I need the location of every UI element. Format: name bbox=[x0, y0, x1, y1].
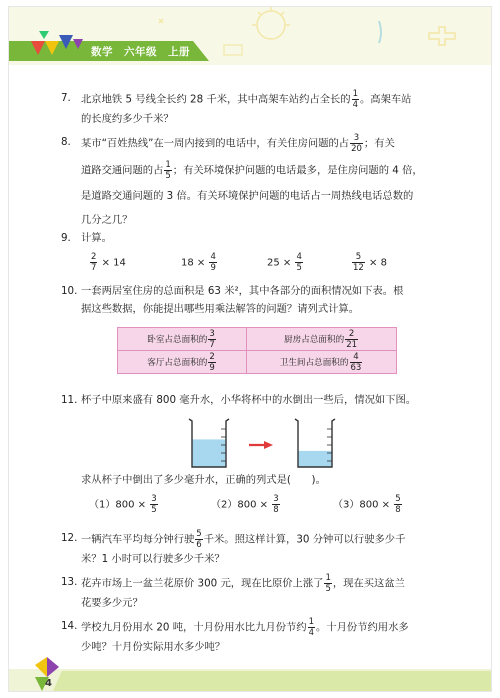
denominator: 5 bbox=[165, 171, 171, 181]
denominator: 4 bbox=[352, 100, 358, 110]
text: 客厅占总面积的 bbox=[147, 357, 208, 368]
question-line bbox=[81, 594, 461, 612]
option-1[interactable] bbox=[89, 494, 159, 515]
numerator: 1 bbox=[352, 89, 358, 99]
denominator: 5 bbox=[151, 505, 157, 515]
numerator: 3 bbox=[350, 133, 363, 144]
table-cell bbox=[118, 328, 247, 351]
text: 25 × bbox=[267, 257, 292, 269]
question-line bbox=[81, 110, 461, 128]
text: ；有关环境保护问题的电话最多，是住房问题的 4 倍， bbox=[172, 164, 423, 177]
numerator: 5 bbox=[196, 529, 202, 539]
question-number: 7. bbox=[61, 92, 71, 104]
question-line bbox=[81, 211, 461, 229]
question-line bbox=[81, 617, 461, 638]
table-cell bbox=[247, 328, 397, 351]
denominator: 21 bbox=[346, 339, 358, 350]
question-line bbox=[81, 638, 461, 656]
text: 花要多少元？ bbox=[81, 597, 143, 609]
calc-item bbox=[267, 252, 304, 273]
table-row bbox=[118, 328, 397, 351]
text: 米？1 小时可以行驶多少千米？ bbox=[81, 553, 225, 565]
numerator: 1 bbox=[165, 160, 171, 170]
area-table bbox=[117, 327, 397, 374]
denominator: 63 bbox=[350, 362, 362, 373]
text: （2）800 × bbox=[211, 499, 269, 511]
question-line bbox=[81, 300, 461, 318]
fraction bbox=[195, 529, 202, 550]
numerator: 4 bbox=[210, 252, 216, 262]
text: 求从杯子中倒出了多少毫升水，正确的列式是( )。 bbox=[81, 474, 326, 486]
fraction bbox=[164, 160, 171, 181]
question-line bbox=[81, 133, 461, 154]
text: 一套两居室住房的总面积是 63 米²，其中各部分的面积情况如下表。根 bbox=[81, 285, 404, 297]
text: × 8 bbox=[369, 257, 387, 269]
numerator: 4 bbox=[296, 252, 302, 262]
denominator: 7 bbox=[209, 339, 215, 350]
fraction bbox=[209, 252, 216, 273]
question-8 bbox=[61, 133, 461, 229]
text: 千米。照这样计算，30 分钟可以行驶多少千 bbox=[203, 533, 406, 546]
numerator: 5 bbox=[395, 494, 401, 504]
numerator: 3 bbox=[151, 494, 157, 504]
beaker-after bbox=[291, 415, 341, 471]
text: 。高架车站 bbox=[360, 93, 412, 106]
question-number: 13. bbox=[61, 576, 78, 588]
text: 18 × bbox=[181, 257, 206, 269]
fraction bbox=[150, 494, 157, 515]
text: 道路交通问题的占 bbox=[81, 164, 164, 177]
fraction bbox=[90, 252, 97, 273]
fraction bbox=[208, 352, 215, 373]
text: 花卉市场上一盆兰花原价 300 元，现在比原价上涨了 bbox=[81, 577, 324, 590]
denominator: 8 bbox=[273, 505, 279, 515]
denominator: 5 bbox=[296, 263, 302, 273]
denominator: 9 bbox=[210, 263, 216, 273]
question-number: 14. bbox=[61, 620, 78, 632]
numerator: 4 bbox=[350, 352, 363, 363]
denominator: 6 bbox=[196, 540, 202, 550]
question-11 bbox=[61, 391, 461, 409]
question-10 bbox=[61, 282, 461, 318]
arrow-icon bbox=[249, 441, 273, 449]
denominator: 12 bbox=[353, 263, 364, 273]
numerator: 1 bbox=[308, 617, 315, 627]
text: 是道路交通问题的 3 倍。有关环境保护问题的电话占一周热线电话总数的 bbox=[81, 190, 414, 202]
text: （1）800 × bbox=[89, 499, 147, 511]
question-14 bbox=[61, 617, 461, 656]
footer-stripe bbox=[53, 671, 492, 691]
question-number: 12. bbox=[61, 532, 78, 544]
fraction bbox=[350, 133, 363, 154]
question-number: 9. bbox=[61, 232, 71, 244]
question-line bbox=[81, 282, 461, 300]
question-13 bbox=[61, 573, 461, 612]
denominator: 20 bbox=[351, 144, 362, 154]
question-12 bbox=[61, 529, 461, 568]
denominator: 5 bbox=[325, 584, 331, 594]
text: 杯子中原来盛有 800 毫升水，小华将杯中的水倒出一些后，情况如下图。 bbox=[81, 394, 417, 406]
question-line bbox=[81, 160, 461, 181]
fraction bbox=[345, 329, 358, 350]
text: （3）800 × bbox=[333, 499, 391, 511]
page-number: 4 bbox=[45, 678, 52, 689]
fraction bbox=[352, 252, 365, 273]
table-cell bbox=[247, 351, 397, 374]
fraction bbox=[394, 494, 401, 515]
text: ；有关 bbox=[363, 137, 395, 150]
fraction bbox=[350, 352, 363, 373]
question-7 bbox=[61, 89, 461, 128]
numerator: 2 bbox=[91, 252, 97, 262]
text: 卫生间占总面积的 bbox=[279, 357, 349, 368]
beaker-before bbox=[185, 415, 235, 471]
question-11-prompt bbox=[61, 471, 461, 489]
question-line bbox=[81, 89, 461, 110]
fraction bbox=[272, 494, 279, 515]
header-title: 数学 六年级 上册 bbox=[91, 46, 190, 58]
text: 。十月份节约用水多 bbox=[316, 621, 409, 634]
question-number: 8. bbox=[61, 136, 71, 148]
denominator: 4 bbox=[308, 628, 315, 638]
question-line bbox=[81, 187, 461, 205]
fraction bbox=[352, 89, 359, 110]
denominator: 9 bbox=[209, 362, 215, 373]
calc-item bbox=[181, 252, 218, 273]
fraction bbox=[324, 573, 331, 594]
numerator: 3 bbox=[273, 494, 279, 504]
option-2[interactable] bbox=[211, 494, 281, 515]
text: 一辆汽车平均每分钟行驶 bbox=[81, 533, 195, 546]
numerator: 3 bbox=[209, 328, 215, 339]
text: ，现在买这盆兰 bbox=[332, 577, 405, 590]
question-line bbox=[81, 573, 461, 594]
text: 卧室占总面积的 bbox=[147, 334, 208, 345]
question-9 bbox=[61, 229, 461, 247]
calc-item bbox=[351, 252, 387, 273]
text: 几分之几？ bbox=[81, 214, 133, 226]
text: × 14 bbox=[101, 257, 126, 269]
page bbox=[8, 6, 492, 692]
question-number: 11. bbox=[61, 394, 78, 406]
denominator: 7 bbox=[91, 263, 97, 273]
question-line bbox=[81, 529, 461, 550]
text: 少吨？十月份实际用水多少吨？ bbox=[81, 641, 226, 653]
text: 某市“百姓热线”在一周内接到的电话中，有关住房问题的占 bbox=[81, 137, 350, 150]
tangram-logo-icon bbox=[31, 31, 87, 63]
question-number: 10. bbox=[61, 285, 78, 297]
option-3[interactable] bbox=[333, 494, 403, 515]
text: 据这些数据，你能提出哪些用乘法解答的问题？请列式计算。 bbox=[81, 303, 360, 315]
question-line bbox=[81, 550, 461, 568]
table-cell bbox=[118, 351, 247, 374]
numerator: 5 bbox=[352, 252, 365, 263]
denominator: 8 bbox=[395, 505, 401, 515]
text: 的长度约多少千米？ bbox=[81, 113, 174, 125]
numerator: 2 bbox=[209, 351, 215, 362]
text: 北京地铁 5 号线全长约 28 千米，其中高架车站约占全长的 bbox=[81, 93, 351, 106]
text: 学校九月份用水 20 吨，十月份用水比九月份节约 bbox=[81, 621, 307, 634]
calc-item bbox=[89, 252, 126, 273]
fraction bbox=[295, 252, 302, 273]
numerator: 2 bbox=[345, 329, 358, 340]
text: 计算。 bbox=[81, 232, 112, 244]
fraction bbox=[308, 617, 315, 638]
text: 厨房占总面积的 bbox=[284, 334, 345, 345]
table-row bbox=[118, 351, 397, 374]
numerator: 1 bbox=[325, 573, 331, 583]
fraction bbox=[208, 329, 215, 350]
